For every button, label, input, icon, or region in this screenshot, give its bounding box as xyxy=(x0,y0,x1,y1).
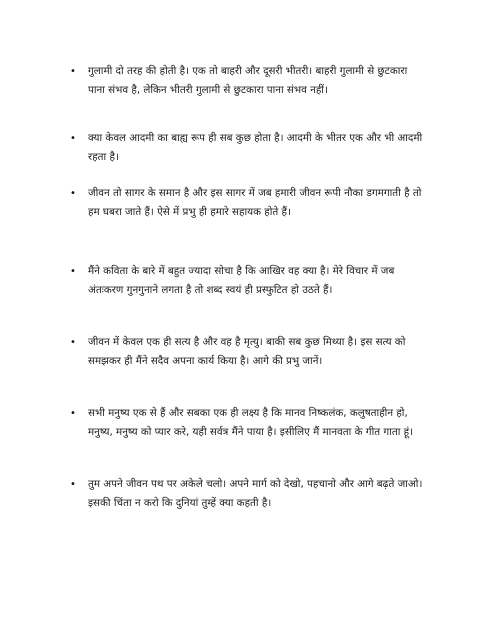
bullet-icon: • xyxy=(70,133,76,144)
bullet-icon: • xyxy=(70,337,76,348)
paragraph-text: मैंने कविता के बारे में बहुत ज्यादा सोचा है कि आखिर वह क्या है। मेरे विचार में जब अंतःकरण गुनगुनाने लगता है तो शब्द स्वयं ही प्रस्फुटित हो उठते हैं। xyxy=(88,265,395,296)
bullet-icon: • xyxy=(70,479,76,490)
bullet-icon: • xyxy=(70,408,76,419)
list-item xyxy=(70,129,425,167)
list-item xyxy=(70,333,425,371)
list-item xyxy=(70,475,425,513)
list-item xyxy=(70,404,425,442)
paragraph-text: सभी मनुष्य एक से हैं और सबका एक ही लक्ष्य है कि मानव निष्कलंक, कलुषताहीन हो, मनुष्य, मनुष्य को प्यार करे, यही सर्वत्र मैंने पाया है। इसीलिए मैं मानवता के गीत गाता हूं। xyxy=(88,407,414,438)
bullet-icon: • xyxy=(70,66,76,77)
list-item xyxy=(70,184,425,222)
paragraph-text: गुलामी दो तरह की होती है। एक तो बाहरी और दूसरी भीतरी। बाहरी गुलामी से छुटकारा पाना संभव है, लेकिन भीतरी गुलामी से छुटकारा पाना संभव नहीं। xyxy=(88,65,408,96)
paragraph-text: जीवन में केवल एक ही सत्य है और वह है मृत्यु। बाकी सब कुछ मिथ्या है। इस सत्य को समझकर ही मैंने सदैव अपना कार्य किया है। आगे की प्रभु जानें। xyxy=(88,336,406,367)
paragraph-text: जीवन तो सागर के समान है और इस सागर में जब हमारी जीवन रूपी नौका डगमगाती है तो हम घबरा जाते हैं। ऐसे में प्रभु ही हमारे सहायक होते हैं। xyxy=(88,187,422,218)
paragraph-text: क्या केवल आदमी का बाह्य रूप ही सब कुछ होता है। आदमी के भीतर एक और भी आदमी रहता है। xyxy=(88,132,423,163)
paragraph-text: तुम अपने जीवन पथ पर अकेले चलो। अपने मार्ग को देखो, पहचानो और आगे बढ़ते जाओ। इसकी चिंता न करो कि दुनियां तुम्हें क्या कहती है। xyxy=(88,478,423,509)
bullet-icon: • xyxy=(70,266,76,277)
list-item xyxy=(70,262,425,300)
bullet-icon: • xyxy=(70,188,76,199)
list-item xyxy=(70,62,425,100)
